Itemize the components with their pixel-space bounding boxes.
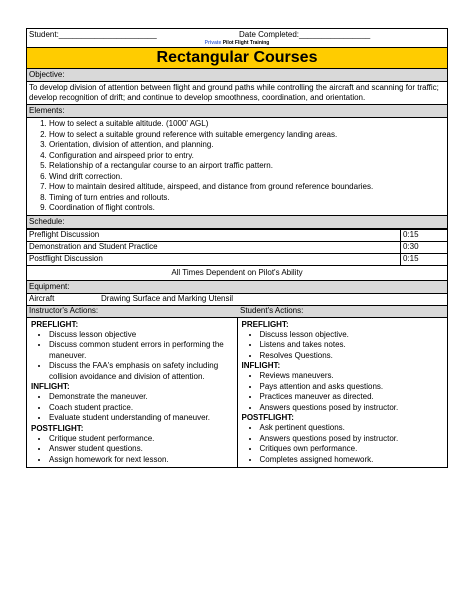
list-item: 1. How to select a suitable altitude. (1000' AGL) <box>49 119 445 130</box>
instructor-preflight-list <box>31 330 233 383</box>
list-item: 6. Wind drift correction. <box>49 172 445 183</box>
schedule-label: Postflight Discussion <box>27 253 401 265</box>
list-item: • Answers questions posed by instructor. <box>260 434 444 445</box>
schedule-time: 0:15 <box>401 253 448 265</box>
table-row <box>27 253 448 265</box>
elements-list <box>29 119 445 214</box>
subtitle-rest: Pilot Flight Training <box>221 40 270 46</box>
list-item: • Listens and takes notes. <box>260 340 444 351</box>
course-subtitle <box>26 40 448 47</box>
schedule-time: 0:30 <box>401 241 448 253</box>
table-row <box>27 229 448 241</box>
student-preflight-label: PREFLIGHT: <box>241 319 289 329</box>
student-postflight-list <box>242 423 444 465</box>
list-item: • Reviews maneuvers. <box>260 371 444 382</box>
elements-heading: Elements: <box>26 105 448 118</box>
list-item: • Discuss lesson objective. <box>260 330 444 341</box>
list-item: • Assign homework for next lesson. <box>49 455 233 466</box>
actions-columns <box>26 318 448 469</box>
schedule-label: Demonstration and Student Practice <box>27 241 401 253</box>
instructor-postflight-label: POSTFLIGHT: <box>31 423 84 433</box>
list-item: • Critique student performance. <box>49 434 233 445</box>
equipment-heading: Equipment: <box>26 281 448 294</box>
list-item: • Ask pertinent questions. <box>260 423 444 434</box>
equipment-row <box>26 294 448 306</box>
list-item: 4. Configuration and airspeed prior to entry. <box>49 151 445 162</box>
instructor-postflight-list <box>31 434 233 466</box>
instructor-preflight-label: PREFLIGHT: <box>31 319 79 329</box>
student-field[interactable]: Student:______________________ <box>29 29 157 39</box>
list-item: • Answers questions posed by instructor. <box>260 403 444 414</box>
objective-text: To develop division of attention between flight and ground paths while controlling the aircraft and scanning for traffic; develop recognition of drift; and continue to develop smoothness, coordination, and orientation. <box>26 82 448 105</box>
list-item: • Pays attention and asks questions. <box>260 382 444 393</box>
lesson-plan-page <box>26 28 448 468</box>
student-preflight-list <box>242 330 444 362</box>
page-title: Rectangular Courses <box>26 47 448 69</box>
equipment-item: Aircraft <box>29 294 55 303</box>
subtitle-accent: Private <box>204 40 222 46</box>
instructor-actions <box>27 318 238 468</box>
schedule-heading: Schedule: <box>26 216 448 229</box>
instructor-actions-heading: Instructor's Actions: <box>29 306 99 315</box>
list-item: • Discuss the FAA's emphasis on safety including collision avoidance and division of attention. <box>49 361 233 382</box>
list-item: • Discuss common student errors in performing the maneuver. <box>49 340 233 361</box>
elements-box <box>26 118 448 216</box>
student-inflight-list <box>242 371 444 413</box>
list-item: • Evaluate student understanding of maneuver. <box>49 413 233 424</box>
student-actions <box>238 318 448 468</box>
list-item: • Discuss lesson objective <box>49 330 233 341</box>
list-item: • Answer student questions. <box>49 444 233 455</box>
student-actions-heading: Student's Actions: <box>240 306 304 315</box>
schedule-time: 0:15 <box>401 229 448 241</box>
date-completed-field[interactable]: Date Completed:________________ <box>239 29 371 39</box>
list-item: • Completes assigned homework. <box>260 455 444 466</box>
actions-heading-row <box>26 306 448 318</box>
schedule-table <box>26 229 448 266</box>
list-item: • Resolves Questions. <box>260 351 444 362</box>
list-item: • Coach student practice. <box>49 403 233 414</box>
list-item: 9. Coordination of flight controls. <box>49 203 445 214</box>
list-item: 2. How to select a suitable ground reference with suitable emergency landing areas. <box>49 130 445 141</box>
list-item: • Demonstrate the maneuver. <box>49 392 233 403</box>
instructor-inflight-label: INFLIGHT: <box>31 382 70 391</box>
instructor-inflight-list <box>31 392 233 424</box>
list-item: 3. Orientation, division of attention, and planning. <box>49 140 445 151</box>
schedule-label: Preflight Discussion <box>27 229 401 241</box>
list-item: 5. Relationship of a rectangular course to an airport traffic pattern. <box>49 161 445 172</box>
table-row <box>27 241 448 253</box>
list-item: • Critiques own performance. <box>260 444 444 455</box>
list-item: 8. Timing of turn entries and rollouts. <box>49 193 445 204</box>
student-inflight-label: INFLIGHT: <box>241 361 281 370</box>
student-postflight-label: POSTFLIGHT: <box>241 413 294 422</box>
list-item: • Practices maneuver as directed. <box>260 392 444 403</box>
list-item: 7. How to maintain desired altitude, airspeed, and distance from ground reference boundaries. <box>49 182 445 193</box>
objective-heading: Objective: <box>26 69 448 82</box>
schedule-note: All Times Dependent on Pilot's Ability <box>26 266 448 281</box>
equipment-detail: Drawing Surface and Marking Utensil <box>101 294 234 303</box>
header-row <box>26 28 448 40</box>
